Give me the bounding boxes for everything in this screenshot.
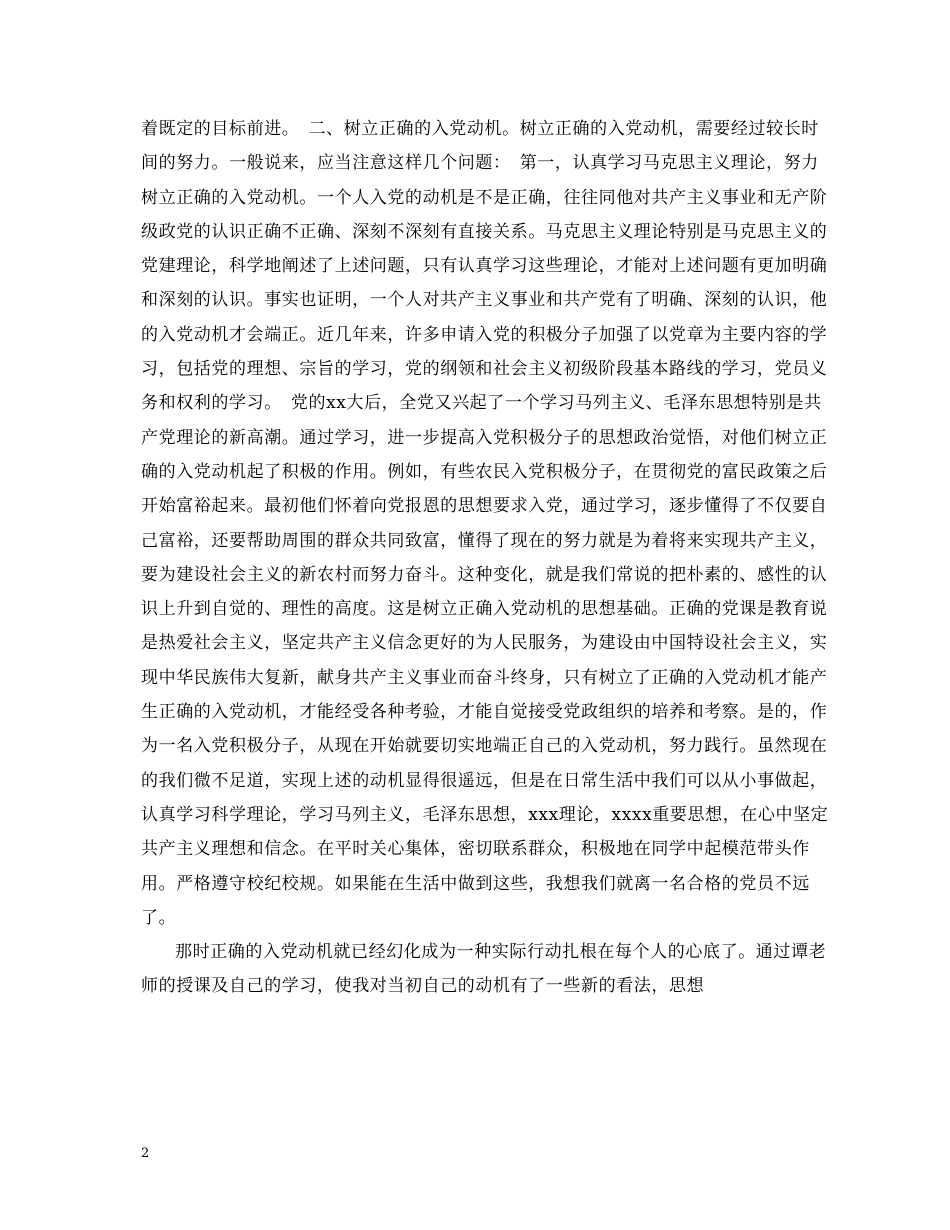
page-number: 2 — [141, 1146, 150, 1161]
document-body — [141, 112, 831, 1004]
body-paragraph-2: 那时正确的入党动机就已经幻化成为一种实际行动扎根在每个人的心底了。通过谭老师的授课及自己的学习，使我对当初自己的动机有了一些新的看法，思想 — [141, 942, 827, 997]
body-paragraph-1: 着既定的目标前进。 二、树立正确的入党动机。树立正确的入党动机，需要经过较长时间的努力。一般说来，应当注意这样几个问题： 第一，认真学习马克思主义理论，努力树立正确的入党动机。一个人入党的动机是不是正确，往往同他对共产主义事业和无产阶级政党的认识正确不正确、深刻不深刻有直接关系。马克思主义理论特别是马克思主义的党建理论，科学地阐述了上述问题，只有认真学习这些理论，才能对上述问题有更加明确和深刻的认识。事实也证明，一个人对共产主义事业和共产党有了明确、深刻的认识，他的入党动机才会端正。近几年来，许多申请入党的积极分子加强了以党章为主要内容的学习，包括党的理想、宗旨的学习，党的纲领和社会主义初级阶段基本路线的学习，党员义务和权利的学习。 党的xx大后，全党又兴起了一个学习马列主义、毛泽东思想特别是共产党理论的新高潮。通过学习，进一步提高入党积极分子的思想政治觉悟，对他们树立正确的入党动机起了积极的作用。例如，有些农民入党积极分子，在贯彻党的富民政策之后开始富裕起来。最初他们怀着向党报恩的思想要求入党，通过学习，逐步懂得了不仅要自己富裕，还要帮助周围的群众共同致富，懂得了现在的努力就是为着将来实现共产主义，要为建设社会主义的新农村而努力奋斗。这种变化，就是我们常说的把朴素的、感性的认识上升到自觉的、理性的高度。这是树立正确入党动机的思想基础。正确的党课是教育说是热爱社会主义，坚定共产主义信念更好的为人民服务，为建设由中国特设社会主义，实现中华民族伟大复新，献身共产主义事业而奋斗终身，只有树立了正确的入党动机才能产生正确的入党动机，才能经受各种考验，才能自觉接受党政组织的培养和考察。是的，作为一名入党积极分子，从现在开始就要切实地端正自己的入党动机，努力践行。虽然现在的我们微不足道，实现上述的动机显得很遥远，但是在日常生活中我们可以从小事做起，认真学习科学理论，学习马列主义，毛泽东思想，xxx理论，xxxx重要思想，在心中坚定共产主义理想和信念。在平时关心集体，密切联系群众，积极地在同学中起模范带头作用。严格遵守校纪校规。如果能在生活中做到这些，我想我们就离一名合格的党员不远了。 — [141, 119, 829, 928]
